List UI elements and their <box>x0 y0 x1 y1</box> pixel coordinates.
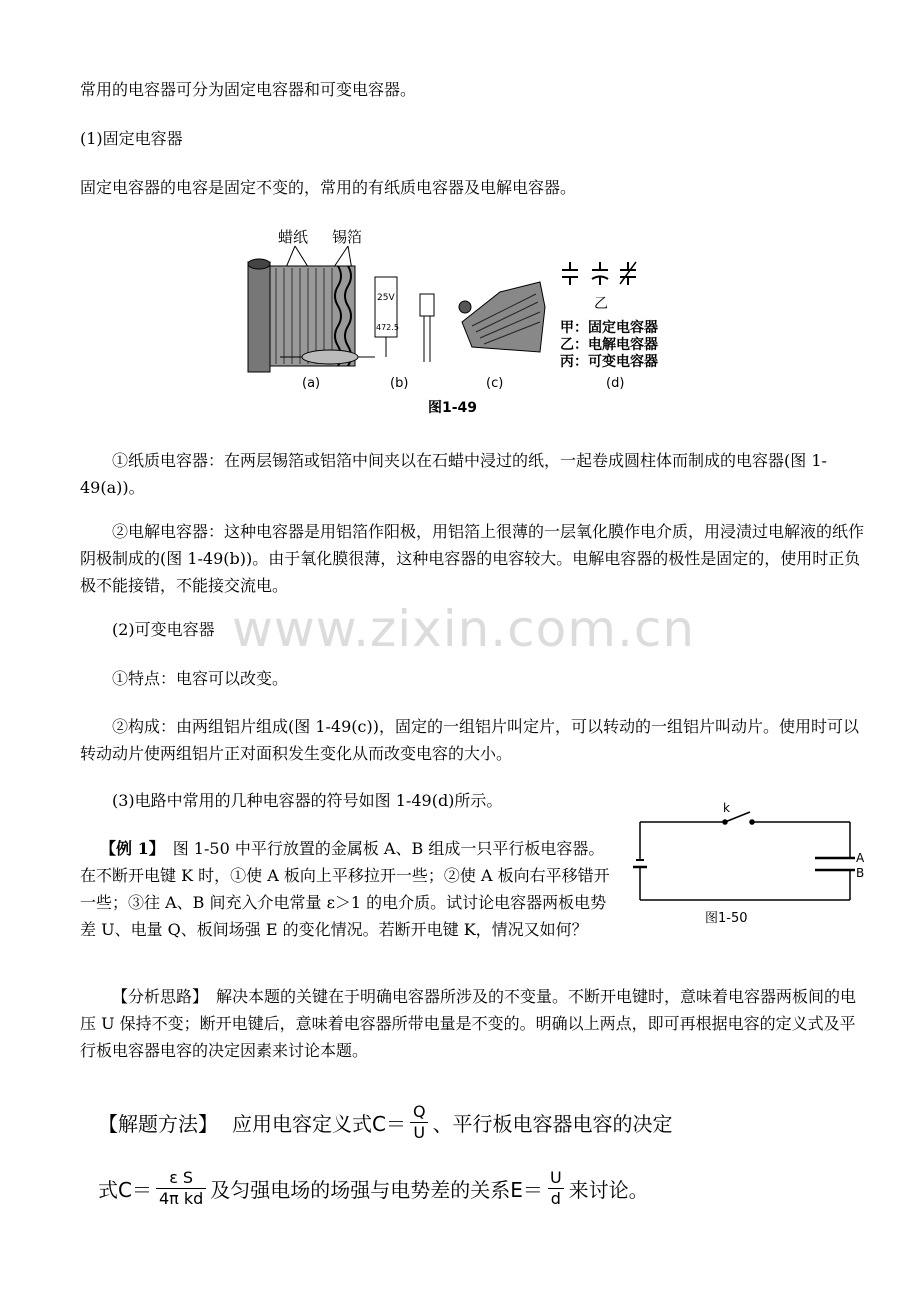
method-line2-middle: 及匀强电场的场强与电势差的关系E＝ <box>210 1178 543 1202</box>
legend-electrolytic: 乙：电解电容器 <box>560 337 658 353</box>
wax-paper-label: 蜡纸 <box>278 228 309 246</box>
fraction-u-denominator: U <box>410 1122 428 1143</box>
method-line2-suffix: 来讨论。 <box>568 1178 649 1202</box>
intro-paragraph: 常用的电容器可分为固定电容器和可变电容器。 <box>80 80 417 99</box>
paper-capacitor-paragraph: ①纸质电容器：在两层锡箔或铝箔中间夹以在石蜡中浸过的纸，一起卷成圆柱体而制成的电容器(图 1-49(a))。 <box>80 451 827 497</box>
watermark: www.zixin.com.cn <box>232 600 696 658</box>
feature-paragraph: ①特点：电容可以改变。 <box>112 669 289 688</box>
method-line-2 <box>98 1168 649 1209</box>
figure-1-50 <box>625 800 870 928</box>
example-tag: 【例 1】 <box>100 839 157 858</box>
analysis-tag: 【分析思路】 <box>112 987 201 1006</box>
example-1-paragraph <box>80 835 620 943</box>
figure-1-49-caption: 图1-49 <box>428 400 478 416</box>
fraction-q-over-u <box>410 1102 429 1143</box>
fraction-u-over-d <box>547 1168 565 1209</box>
fixed-capacitor-description: 固定电容器的电容是固定不变的，常用的有纸质电容器及电解电容器。 <box>80 178 577 197</box>
figure-1-49 <box>240 222 690 422</box>
paper-capacitor-drawing <box>248 228 375 372</box>
sub-label-c: (c) <box>486 376 504 391</box>
fraction-q-numerator: Q <box>412 1102 426 1121</box>
capacitor-symbols-drawing <box>562 262 636 285</box>
sub-label-a: (a) <box>302 376 321 391</box>
electrolytic-capacitor-drawing <box>375 277 434 362</box>
fraction-u-numerator: U <box>549 1168 562 1187</box>
example-text: 图 1-50 中平行放置的金属板 A、B 组成一只平行板电容器。在不断开电键 K 时，①使 A 板向上平移拉开一些；②使 A 板向右平移错开一些；③往 A、B 间充入介电常量 ε＞1 的电介质。试讨论电容器两板电势差 U、电量 Q、板间场强 E 的变化情况。若断开电键 K，情况又如何？ <box>80 839 610 939</box>
legend-fixed: 甲：固定电容器 <box>560 320 658 336</box>
method-line-1 <box>98 1102 673 1143</box>
foil-label: 锡箔 <box>332 228 363 246</box>
electrolytic-capacitor-paragraph: ②电解电容器：这种电容器是用铝箔作阳极，用铝箔上很薄的一层氧化膜作电介质，用浸渍过电解液的纸作阴极制成的(图 1-49(b))。由于氧化膜很薄，这种电容器的电容较大。电解电容器的极性是固定的，使用时正负极不能接错，不能接交流电。 <box>80 522 865 595</box>
plate-b-label: B <box>856 866 865 880</box>
heading-variable-capacitor: (2)可变电容器 <box>112 620 215 639</box>
switch-k-label: k <box>723 801 730 815</box>
analysis-text: 解决本题的关键在于明确电容器所涉及的不变量。不断开电键时，意味着电容器两板间的电压 U 保持不变；断开电键后，意味着电容器所带电量是不变的。明确以上两点，即可再根据电容的定义式及平行板电容器电容的决定因素来讨论本题。 <box>80 987 857 1060</box>
structure-paragraph: ②构成：由两组铝片组成(图 1-49(c))，固定的一组铝片叫定片，可以转动的一组铝片叫动片。使用时可以转动动片使两组铝片正对面积发生变化从而改变电容的大小。 <box>80 717 859 763</box>
cap-voltage-label: 25V <box>377 293 395 303</box>
sub-label-d: (d) <box>606 376 625 391</box>
figure-1-50-caption: 图1-50 <box>705 911 748 926</box>
symbols-paragraph: (3)电路中常用的几种电容器的符号如图 1-49(d)所示。 <box>112 791 503 810</box>
cap-value-label: 472.5 <box>376 323 399 332</box>
fraction-d-denominator: d <box>548 1188 564 1209</box>
fraction-4pikd-denominator: 4π kd <box>156 1188 206 1209</box>
heading-fixed-capacitor: (1)固定电容器 <box>80 129 183 148</box>
plate-a-label: A <box>856 851 865 865</box>
method-tag: 【解题方法】 <box>98 1112 218 1136</box>
sub-label-b: (b) <box>390 376 409 391</box>
legend-variable: 丙：可变电容器 <box>560 354 658 370</box>
fraction-es-over-4pikd <box>156 1168 206 1209</box>
fraction-es-numerator: ε S <box>169 1168 194 1187</box>
method-line1-prefix: 应用电容定义式C＝ <box>232 1112 406 1136</box>
analysis-paragraph <box>80 983 870 1064</box>
method-line1-suffix: 、平行板电容器电容的决定 <box>432 1112 673 1136</box>
method-line2-prefix: 式C＝ <box>98 1178 152 1202</box>
variable-capacitor-drawing <box>459 282 545 352</box>
circuit-drawing <box>633 812 855 900</box>
symbol-yi-label: 乙 <box>594 296 608 312</box>
